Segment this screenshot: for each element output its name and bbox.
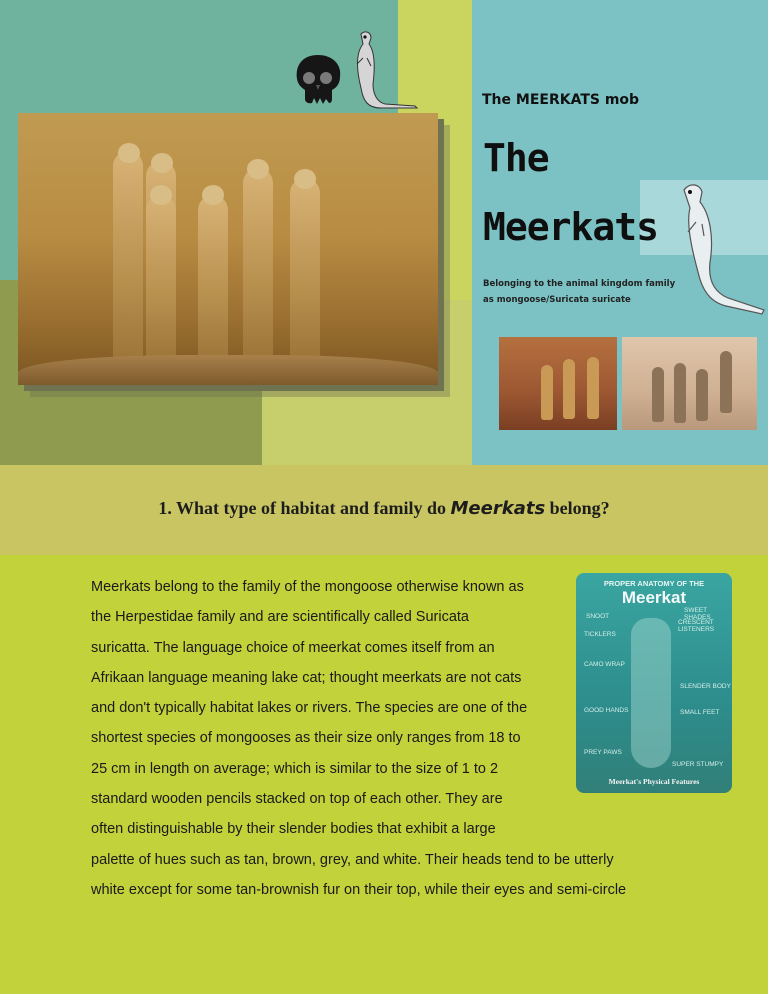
meerkat-photo-red-sand [499, 337, 617, 430]
question-suffix: belong? [545, 498, 610, 518]
body-line: palette of hues such as tan, brown, grey, and white. Their heads tend to be utterly [91, 851, 614, 868]
meerkat-head [118, 143, 140, 163]
page-subtitle: The MEERKATS mob [482, 92, 640, 108]
standing-meerkat-icon [345, 28, 421, 110]
anatomy-label: SNOOT [586, 613, 610, 620]
body-line: white except for some tan-brownish fur on their top, while their eyes and semi-circle [91, 881, 627, 898]
page-tagline: Belonging to the animal kingdom family as mongoose/Suricata suricate [483, 279, 676, 305]
body-line: suricatta. The language choice of meerkat comes itself from an [91, 639, 495, 656]
meerkat-figure [290, 178, 320, 363]
body-line: Meerkats belong to the family of the mongoose otherwise known as [91, 579, 524, 595]
section-question-heading [0, 498, 768, 519]
meerkat-head [247, 159, 269, 179]
body-line: and don't typically habitat lakes or rivers. The species are one of the [91, 700, 528, 717]
page-title-line-1: The [483, 136, 549, 180]
anatomy-label: CAMO WRAP [584, 661, 625, 668]
body-line: often distinguishable by their slender bodies that exhibit a large [91, 821, 496, 838]
meerkat-head [150, 185, 172, 205]
meerkat-anatomy-card [576, 573, 732, 793]
anatomy-meerkat-silhouette [631, 618, 671, 768]
anatomy-card-caption: Meerkat's Physical Features [608, 777, 700, 786]
page-title-line-2: Meerkats [483, 205, 659, 249]
anatomy-label: PREY PAWS [584, 749, 622, 756]
meerkat-group-photo [18, 113, 438, 385]
anatomy-label: CRESCENT LISTENERS [678, 619, 715, 633]
anatomy-label: SLENDER BODY [680, 683, 731, 690]
meerkat-head [294, 169, 316, 189]
body-line: standard wooden pencils stacked on top of each other. They are [91, 791, 503, 808]
meerkat-head [202, 185, 224, 205]
body-line: the Herpestidae family and are scientifically called Suricata [91, 609, 469, 626]
anatomy-label: SMALL FEET [680, 709, 720, 716]
anatomy-card-title: Meerkat [621, 588, 687, 607]
question-emphasis: Meerkats [450, 498, 546, 519]
photo-ground [18, 355, 438, 385]
meerkat-photo-pale-sand [622, 337, 757, 430]
body-line: shortest species of mongooses as their size only ranges from 18 to [91, 730, 521, 747]
meerkat-figure [198, 195, 228, 365]
body-line: Afrikaan language meaning lake cat; thought meerkats are not cats [91, 669, 522, 686]
anatomy-label: TICKLERS [584, 631, 616, 638]
body-line: 25 cm in length on average; which is similar to the size of 1 to 2 [91, 760, 499, 777]
anatomy-label: SUPER STUMPY [672, 761, 724, 768]
meerkat-sketch-illustration [676, 180, 768, 320]
meerkat-figure [243, 168, 273, 363]
skull-icon [292, 52, 344, 106]
meerkat-figure [146, 195, 176, 365]
question-prefix: 1. What type of habitat and family do [158, 498, 451, 518]
meerkat-figure [113, 151, 143, 366]
anatomy-label: GOOD HANDS [584, 707, 629, 714]
meerkat-head [151, 153, 173, 173]
anatomy-card-header: PROPER ANATOMY OF THE [603, 579, 705, 588]
anatomy-label: SWEET SHADES [684, 607, 711, 621]
